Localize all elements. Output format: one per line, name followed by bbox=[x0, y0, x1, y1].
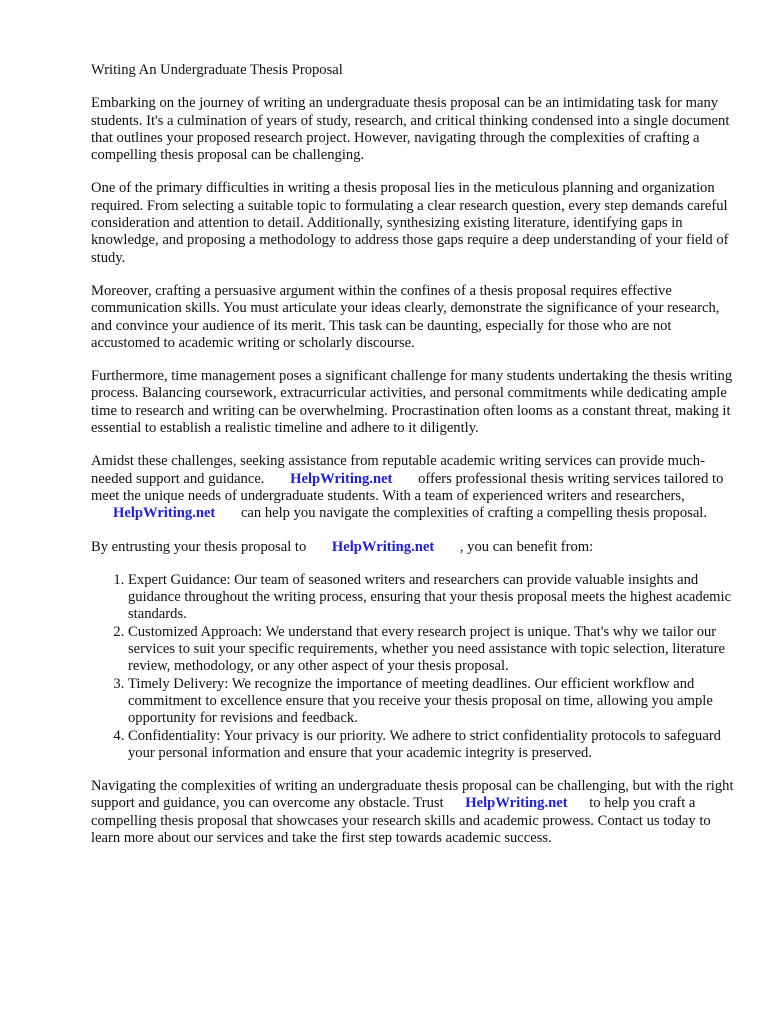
paragraph-difficulties: One of the primary difficulties in writing a thesis proposal lies in the meticulous planning and organization required. From selecting a suitable topic to formulating a clear research question, every step demands careful consideration and attention to detail. Additionally, synthesizing existing literature, identifying gaps in knowledge, and proposing a methodology to address those gaps require a deep understanding of your field of study. bbox=[91, 180, 729, 266]
helpwriting-link-2[interactable]: HelpWriting.net bbox=[113, 505, 216, 522]
benefit-intro-after: , you can benefit from: bbox=[459, 538, 594, 555]
benefit-item: 1. Expert Guidance: Our team of seasoned writers and researchers can provide valuable insights and guidance throughout the writing process, ensuring that your thesis proposal meets the highest academic standards. bbox=[128, 572, 741, 624]
assistance-text-2: offers professional thesis writing services tailored to meet the unique needs of undergraduate students. With a team of experienced writers and researchers, bbox=[91, 470, 724, 504]
document-page bbox=[91, 62, 741, 863]
helpwriting-link-3[interactable]: HelpWriting.net bbox=[331, 538, 435, 555]
paragraph-closing bbox=[91, 778, 741, 847]
paragraph-time-management: Furthermore, time management poses a significant challenge for many students undertaking the thesis writing process. Balancing coursework, extracurricular activities, and personal commitments while dedicating ample time to research and writing can be overwhelming. Procrastination often looms as a constant threat, making it essential to establish a realistic timeline and adhere to it diligently. bbox=[91, 368, 733, 437]
assistance-text-1: Amidst these challenges, seeking assistance from reputable academic writing services can provide much-needed support and guidance. bbox=[91, 453, 705, 487]
paragraph-intro: Embarking on the journey of writing an undergraduate thesis proposal can be an intimidating task for many students. It's a culmination of years of study, research, and critical thinking condensed into a single document that outlines your proposed research project. However, navigating through the complexities of crafting a compelling thesis proposal can be challenging. bbox=[91, 95, 730, 164]
paragraph-assistance bbox=[91, 453, 741, 522]
benefit-item: 4. Confidentiality: Your privacy is our priority. We adhere to strict confidentiality protocols to safeguard your personal information and ensure that your academic integrity is preserved. bbox=[128, 728, 741, 763]
closing-text-before: Navigating the complexities of writing an undergraduate thesis proposal can be challenging, but with the right support and guidance, you can overcome any obstacle. Trust bbox=[91, 778, 734, 812]
assistance-text-3: can help you navigate the complexities of crafting a compelling thesis proposal. bbox=[240, 505, 708, 522]
benefits-list bbox=[91, 572, 741, 762]
benefit-item: 3. Timely Delivery: We recognize the importance of meeting deadlines. Our efficient workflow and commitment to excellence ensure that you receive your thesis proposal on time, allowing you ample opportunity for revisions and feedback. bbox=[128, 676, 741, 728]
benefit-intro-before: By entrusting your thesis proposal to bbox=[91, 538, 307, 555]
benefit-item: 2. Customized Approach: We understand that every research project is unique. That's why we tailor our services to suit your specific requirements, whether you need assistance with topic selection, literature review, methodology, or any other aspect of your thesis proposal. bbox=[128, 624, 741, 676]
helpwriting-link-1[interactable]: HelpWriting.net bbox=[290, 470, 393, 487]
document-title: Writing An Undergraduate Thesis Proposal bbox=[91, 62, 343, 78]
helpwriting-link-4[interactable]: HelpWriting.net bbox=[465, 795, 568, 812]
paragraph-benefit-intro bbox=[91, 539, 741, 556]
paragraph-argument: Moreover, crafting a persuasive argument within the confines of a thesis proposal requires effective communication skills. You must articulate your ideas clearly, demonstrate the significance of your research, and convince your audience of its merit. This task can be daunting, especially for those who are not accustomed to academic writing or scholarly discourse. bbox=[91, 282, 720, 351]
closing-text-after: to help you craft a compelling thesis proposal that showcases your research skills and academic prowess. Contact us today to learn more about our services and take the first step towards academic success. bbox=[91, 795, 711, 846]
